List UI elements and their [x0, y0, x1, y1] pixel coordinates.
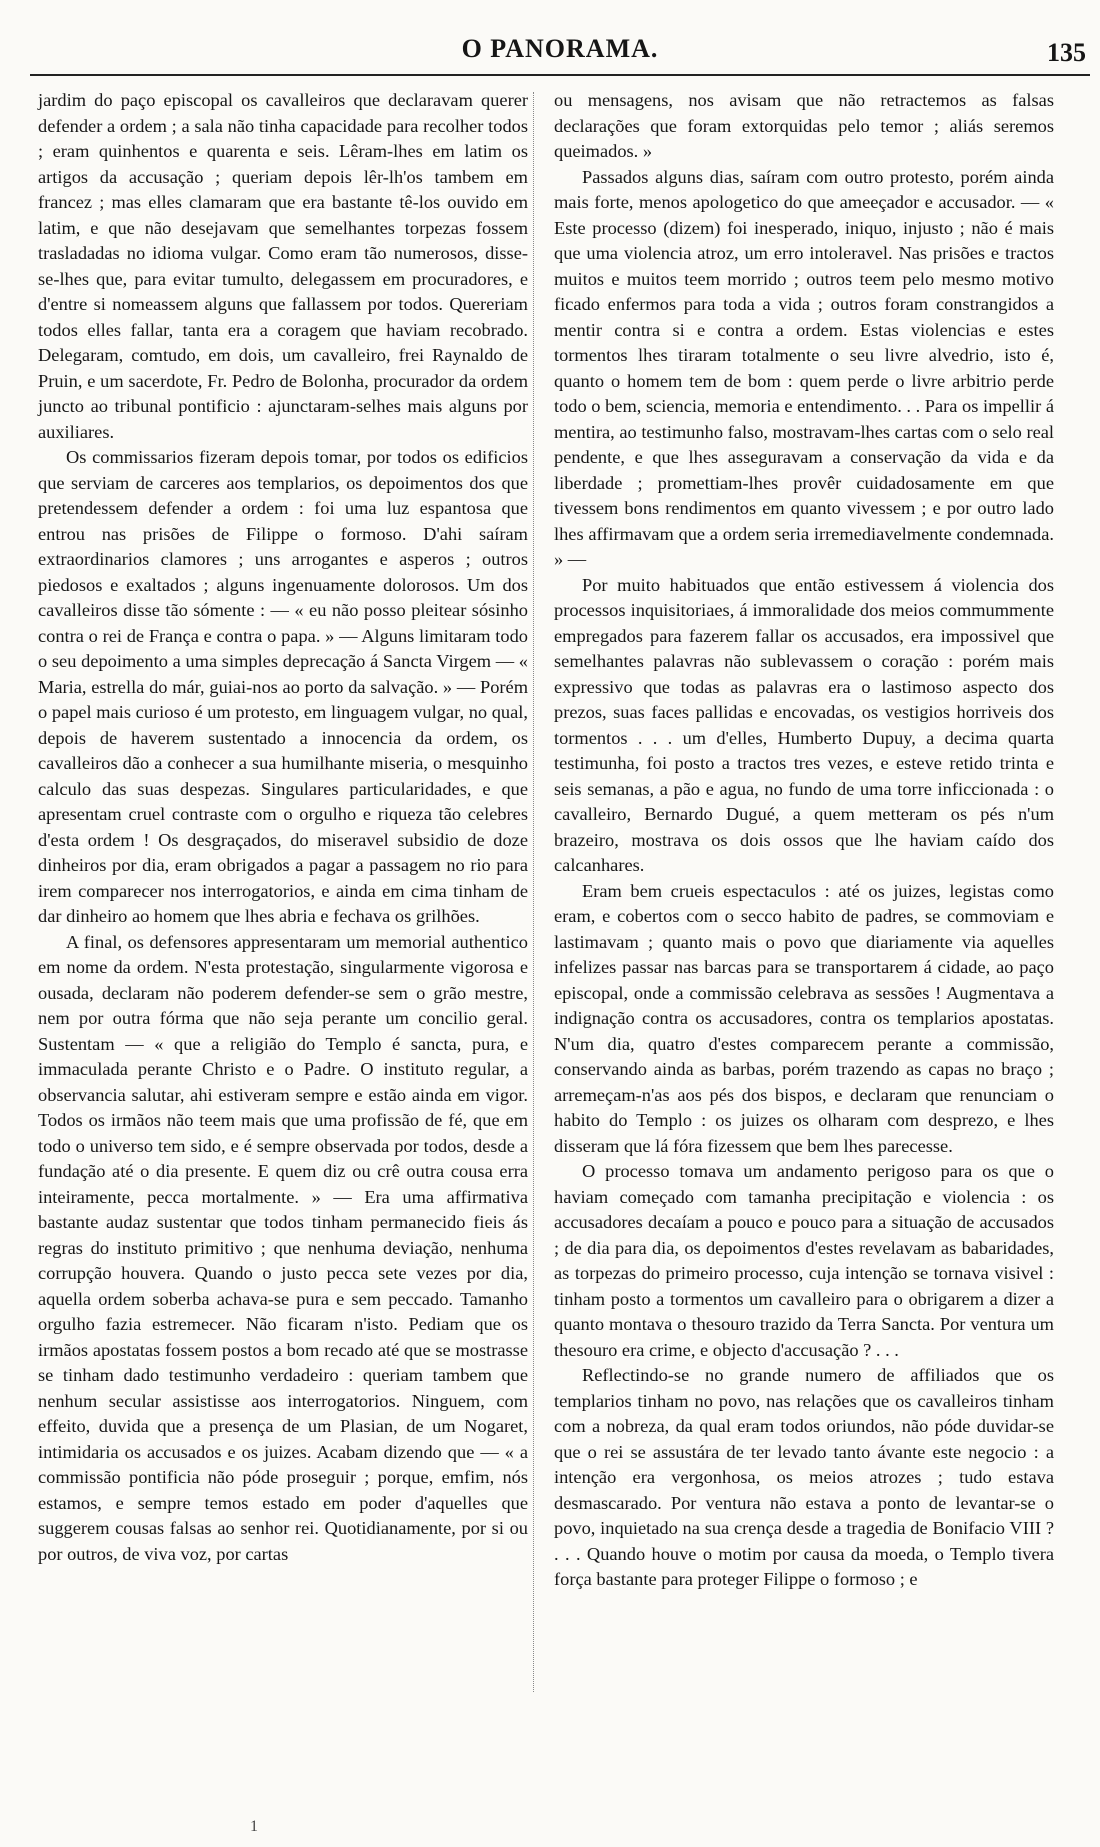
left-column — [38, 88, 528, 1567]
page-title: O PANORAMA. — [461, 34, 659, 63]
paragraph: Reflectindo-se no grande numero de affiliados que os templarios tinham no povo, nas relações que os cavalleiros tinham com a nobreza, da qual eram todos oriundos, não póde duvidar-se que o rei se assustára de ter levado tanto ávante este negocio : a intenção era vergonhosa, os meios atrozes ; tudo estava desmascarado. Por ventura não estava a ponto de levantar-se o povo, inquietado na sua crença desde a tragedia de Bonifacio VIII ? . . . Quando houve o motim por causa da moeda, o Templo tivera força bastante para proteger Filippe o formoso ; e — [554, 1365, 1054, 1589]
page-header — [30, 28, 1090, 76]
paragraph: jardim do paço episcopal os cavalleiros que declaravam querer defender a ordem ; a sala não tinha capacidade para recolher todos ; eram quinhentos e quarenta e seis. Lêram-lhes em latim os artigos da accusação ; queriam depois lêr-lh'os tambem em francez ; mas elles clamaram que era bastante tê-los ouvido em latim, e que não desejavam que semelhantes torpezas fossem trasladadas no idioma vulgar. Como eram tão numerosos, disse-se-lhes que, para evitar tumulto, delegassem em procuradores, e d'entre si nomeassem alguns que fallassem por todos. Quereriam todos elles fallar, tanta era a coragem que haviam recobrado. Delegaram, comtudo, em dois, um cavalleiro, frei Raynaldo de Pruin, e um sacerdote, Fr. Pedro de Bolonha, procurador da ordem juncto ao tribunal pontificio : ajunctaram-selhes mais alguns por auxiliares. — [38, 90, 528, 442]
paragraph: ou mensagens, nos avisam que não retractemos as falsas declarações que foram extorquidas pelo temor ; aliás seremos queimados. » — [554, 90, 1054, 161]
column-divider — [533, 92, 534, 1692]
footer-mark: 1 — [250, 1818, 258, 1835]
right-column — [554, 88, 1054, 1593]
page-number: 135 — [1047, 38, 1086, 67]
paragraph: Eram bem crueis espectaculos : até os juizes, legistas como eram, e cobertos com o secco habito de padres, se commoviam e lastimavam ; quanto mais o povo que diariamente via aquelles infelizes passar nas barcas para se transportarem á cidade, ao paço episcopal, onde a commissão celebrava as sessões ! Augmentava a indignação contra os accusadores, contra os templarios apostatas. N'um dia, quatro d'estes comparecem perante a commissão, conservando ainda as barbas, porém trazendo as capas no braço ; arremeçam-n'as aos pés dos bispos, e declaram que renunciam o habito do Templo : os juizes os olharam com desprezo, e lhes disseram que lá fóra fizessem que bem lhes parecesse. — [554, 880, 1054, 1156]
paragraph: O processo tomava um andamento perigoso para os que o haviam começado com tamanha precipitação e violencia : os accusadores decaíam a pouco e pouco para a situação de accusados ; de dia para dia, os depoimentos d'estes revelavam as babaridades, as torpezas do primeiro processo, cuja intenção se tornava visivel : tinham posto a tormentos um cavalleiro para o obrigarem a dizer a quanto montava o thesouro trazido da Terra Sancta. Por ventura um thesouro era crime, e objecto d'accusação ? . . . — [554, 1161, 1054, 1360]
paragraph: A final, os defensores appresentaram um memorial authentico em nome da ordem. N'esta protestação, singularmente vigorosa e ousada, declaram não poderem defender-se sem o grão mestre, nem por outra fórma que não seja perante um concilio geral. Sustentam — « que a religião do Templo é sancta, pura, e immaculada perante Christo e o Padre. O instituto regular, a observancia salutar, ahi estiveram sempre e estão ainda em vigor. Todos os irmãos não teem mais que uma profissão de fé, que em todo o universo tem sido, e é sempre observada por todos, desde a fundação até o dia presente. E quem diz ou crê outra cousa erra inteiramente, pecca mortalmente. » — Era uma affirmativa bastante audaz sustentar que todos tinham permanecido fieis ás regras do instituto primitivo ; que nenhuma deviação, nenhuma corrupção houvera. Quando o justo pecca sete vezes por dia, aquella ordem soberba achava-se pura e sem peccado. Tamanho orgulho fazia estremecer. Não ficaram n'isto. Pediam que os irmãos apostatas fossem postos a bom recado até que se mostrasse se tinham dado testimunho verdadeiro : queriam tambem que nenhum secular assistisse aos interrogatorios. Ninguem, com effeito, duvida que a presença de um Plasian, de um Nogaret, intimidaria os accusados e os juizes. Acabam dizendo que — « a commissão pontificia não póde proseguir ; porque, emfim, nós estamos, e sempre temos estado em poder d'aquelles que suggerem cousas falsas ao senhor rei. Quotidianamente, por si ou por outros, de viva voz, por cartas — [38, 931, 528, 1564]
paragraph: Por muito habituados que então estivessem á violencia dos processos inquisitoriaes, á immoralidade dos meios commummente empregados para fazerem fallar os accusados, era impossivel que semelhantes palavras não sublevassem o coração : porém mais expressivo que todas as palavras era o lastimoso aspecto dos prezos, suas faces pallidas e encovadas, os vestigios horriveis dos tormentos . . . um d'elles, Humberto Dupuy, a decima quarta testimunha, foi posto a tractos tres vezes, e esteve retido trinta e seis semanas, a pão e agua, no fundo de uma torre inficcionada : o cavalleiro, Bernardo Dugué, a quem metteram os pés n'um brazeiro, mostrava os dois ossos que lhe haviam caído dos calcanhares. — [554, 574, 1054, 875]
paragraph: Os commissarios fizeram depois tomar, por todos os edificios que serviam de carceres aos templarios, os depoimentos dos que pretendessem defender a ordem : foi uma luz espantosa que entrou nas prisões de Filippe o formoso. D'ahi saíram extraordinarios clamores ; uns arrogantes e asperos ; outros piedosos e exaltados ; alguns ingenuamente dolorosos. Um dos cavalleiros disse tão sómente : — « eu não posso pleitear sósinho contra o rei de França e contra o papa. » — Alguns limitaram todo o seu depoimento a uma simples deprecação á Sancta Virgem — « Maria, estrella do már, guiai-nos ao porto da salvação. » — Porém o papel mais curioso é um protesto, em linguagem vulgar, no qual, depois de haverem sustentado a innocencia da ordem, os cavalleiros dão a conhecer a sua humilhante miseria, o mesquinho calculo das suas despezas. Singulares particularidades, e que apresentam cruel contraste com o orgulho e riqueza tão celebres d'esta ordem ! Os desgraçados, do miseravel subsidio de doze dinheiros por dia, eram obrigados a pagar a passagem no rio para irem comparecer nos interrogatorios, e ainda em cima tinham de dar dinheiro ao homem que lhes abria e fechava os grilhões. — [38, 447, 528, 926]
paragraph: Passados alguns dias, saíram com outro protesto, porém ainda mais forte, menos apologetico do que ameeçador e accusador. — « Este processo (dizem) foi inesperado, iniquo, injusto ; não é mais que uma violencia atroz, um erro intoleravel. Nas prisões e tractos muitos e muitos teem morrido ; outros teem pelo mesmo motivo ficado enfermos para toda a vida ; outros foram constrangidos a mentir contra si e contra a ordem. Estas violencias e estes tormentos lhes tiraram totalmente o seu livre alvedrio, isto é, quanto o homem tem de bom : quem perde o livre arbitrio perde todo o bem, sciencia, memoria e entendimento. . . Para os impellir á mentira, ao testimunho falso, mostravam-lhes cartas com o selo real pendente, e que lhes asseguravam a conservação da vida e da liberdade ; promettiam-lhes provêr cuidadosamente em que tivessem bons rendimentos em quanto vivessem ; e por outro lado lhes affirmavam que a ordem seria irremediavelmente condemnada. » — — [554, 166, 1054, 569]
